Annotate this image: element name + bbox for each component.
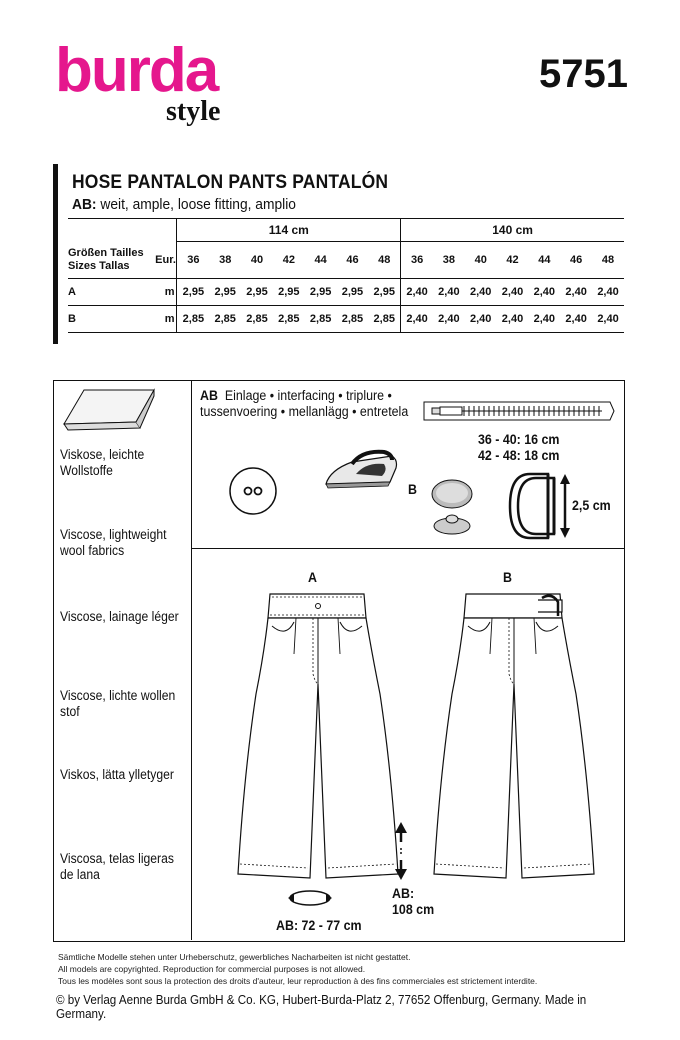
yardage-value: 2,85 — [305, 305, 337, 332]
brand-logo-sub: style — [166, 96, 221, 127]
footer-line-3: Tous les modèles sont sous la protection des droits d'auteur, leur reproduction à des fins commerciales est strictement interdite. — [58, 976, 538, 986]
yardage-value: 2,85 — [209, 305, 241, 332]
yardage-value: 2,40 — [433, 278, 465, 305]
brand-logo: burda — [55, 36, 218, 105]
yardage-value: 2,85 — [241, 305, 273, 332]
yardage-value: 2,95 — [273, 278, 305, 305]
zip-length-1: 36 - 40: 16 cm — [478, 432, 560, 447]
size-cell: 42 — [273, 242, 305, 279]
pants-view-a — [236, 594, 400, 886]
unit-label: m — [155, 278, 177, 305]
fabric-de: Viskose, leichte Wollstoffe — [60, 447, 145, 478]
yardage-value: 2,95 — [368, 278, 400, 305]
size-label-line1: Größen Tailles — [68, 246, 144, 259]
waist-label: AB: 72 - 77 cm — [276, 918, 362, 933]
yardage-value: 2,95 — [337, 278, 369, 305]
yardage-value: 2,40 — [592, 278, 624, 305]
unit-label: m — [155, 305, 177, 332]
page-subtitle — [72, 196, 296, 213]
yardage-table — [68, 218, 624, 333]
yardage-value: 2,40 — [497, 305, 529, 332]
button-icon — [228, 466, 278, 516]
size-cell: 44 — [305, 242, 337, 279]
size-cell: 48 — [592, 242, 624, 279]
copyright: © by Verlag Aenne Burda GmbH & Co. KG, Hubert-Burda-Platz 2, 77652 Offenburg, Germany. Made in Germany. — [56, 993, 587, 1021]
yardage-value: 2,85 — [273, 305, 305, 332]
size-cell: 44 — [528, 242, 560, 279]
waist-tape-icon — [286, 888, 334, 910]
subtitle-prefix: AB: — [72, 196, 97, 213]
size-cell: 38 — [433, 242, 465, 279]
divider — [192, 548, 624, 549]
fabric-fr: Viscose, lainage léger — [60, 609, 179, 624]
size-cell: 36 — [177, 242, 209, 279]
yardage-value: 2,40 — [465, 305, 497, 332]
view-row-label: B — [68, 305, 155, 332]
ring-size-arrow — [558, 474, 572, 538]
view-a-label: A — [308, 570, 317, 585]
yardage-value: 2,40 — [528, 305, 560, 332]
view-b-label: B — [503, 570, 512, 585]
yardage-value: 2,40 — [592, 305, 624, 332]
width-header-114: 114 cm — [177, 219, 401, 242]
subtitle-text: weit, ample, loose fitting, amplio — [96, 196, 296, 213]
ring-size: 2,5 cm — [572, 498, 611, 513]
fabric-roll-icon — [62, 386, 158, 430]
vertical-rule — [53, 164, 58, 344]
length-arrow — [394, 822, 408, 880]
snap-label: B — [408, 482, 417, 497]
size-cell: 48 — [368, 242, 400, 279]
length-label: AB: — [392, 886, 415, 901]
fabric-es: Viscosa, telas ligeras de lana — [60, 851, 174, 882]
size-cell: 46 — [560, 242, 592, 279]
yardage-value: 2,85 — [177, 305, 209, 332]
size-cell: 36 — [401, 242, 433, 279]
yardage-value: 2,40 — [497, 278, 529, 305]
yardage-value: 2,85 — [368, 305, 400, 332]
size-cell: 40 — [465, 242, 497, 279]
size-label — [68, 242, 155, 279]
yardage-value: 2,40 — [560, 305, 592, 332]
notions-desc: Einlage • interfacing • triplure • tussenvoering • mellanlägg • entretela — [200, 388, 409, 419]
fabric-nl: Viscose, lichte wollen stof — [60, 688, 176, 719]
footer-line-1: Sämtliche Modelle stehen unter Urheberschutz, gewerbliches Nacharbeiten ist nicht gestattet. — [58, 952, 411, 962]
yardage-value: 2,40 — [401, 278, 433, 305]
d-ring-icon — [508, 470, 564, 542]
yardage-value: 2,40 — [401, 305, 433, 332]
notions-text — [200, 388, 413, 420]
pants-view-b — [430, 594, 600, 886]
size-cell: 42 — [497, 242, 529, 279]
yardage-value: 2,95 — [241, 278, 273, 305]
size-label-line2: Sizes Tallas — [68, 259, 130, 272]
yardage-value: 2,40 — [560, 278, 592, 305]
yardage-value: 2,40 — [433, 305, 465, 332]
length-value: 108 cm — [392, 902, 435, 917]
eur-label: Eur. — [155, 242, 177, 279]
notions-label: AB — [200, 388, 218, 403]
fabric-sv: Viskos, lätta ylletyger — [60, 767, 174, 782]
pattern-number: 5751 — [539, 52, 628, 96]
size-cell: 46 — [337, 242, 369, 279]
view-row-label: A — [68, 278, 155, 305]
footer-line-2: All models are copyrighted. Reproduction for commercial purposes is not allowed. — [58, 964, 366, 974]
yardage-value: 2,95 — [305, 278, 337, 305]
iron-icon — [322, 448, 402, 490]
zip-length-2: 42 - 48: 18 cm — [478, 448, 560, 463]
yardage-value: 2,95 — [177, 278, 209, 305]
fabric-en: Viscose, lightweight wool fabrics — [60, 527, 167, 558]
snap-fastener-icon — [428, 478, 478, 538]
size-cell: 38 — [209, 242, 241, 279]
zipper-icon — [422, 398, 617, 424]
yardage-value: 2,40 — [528, 278, 560, 305]
width-header-140: 140 cm — [401, 219, 624, 242]
page-title: HOSE PANTALON PANTS PANTALÓN — [72, 172, 389, 193]
size-cell: 40 — [241, 242, 273, 279]
yardage-value: 2,40 — [465, 278, 497, 305]
yardage-value: 2,95 — [209, 278, 241, 305]
yardage-value: 2,85 — [337, 305, 369, 332]
